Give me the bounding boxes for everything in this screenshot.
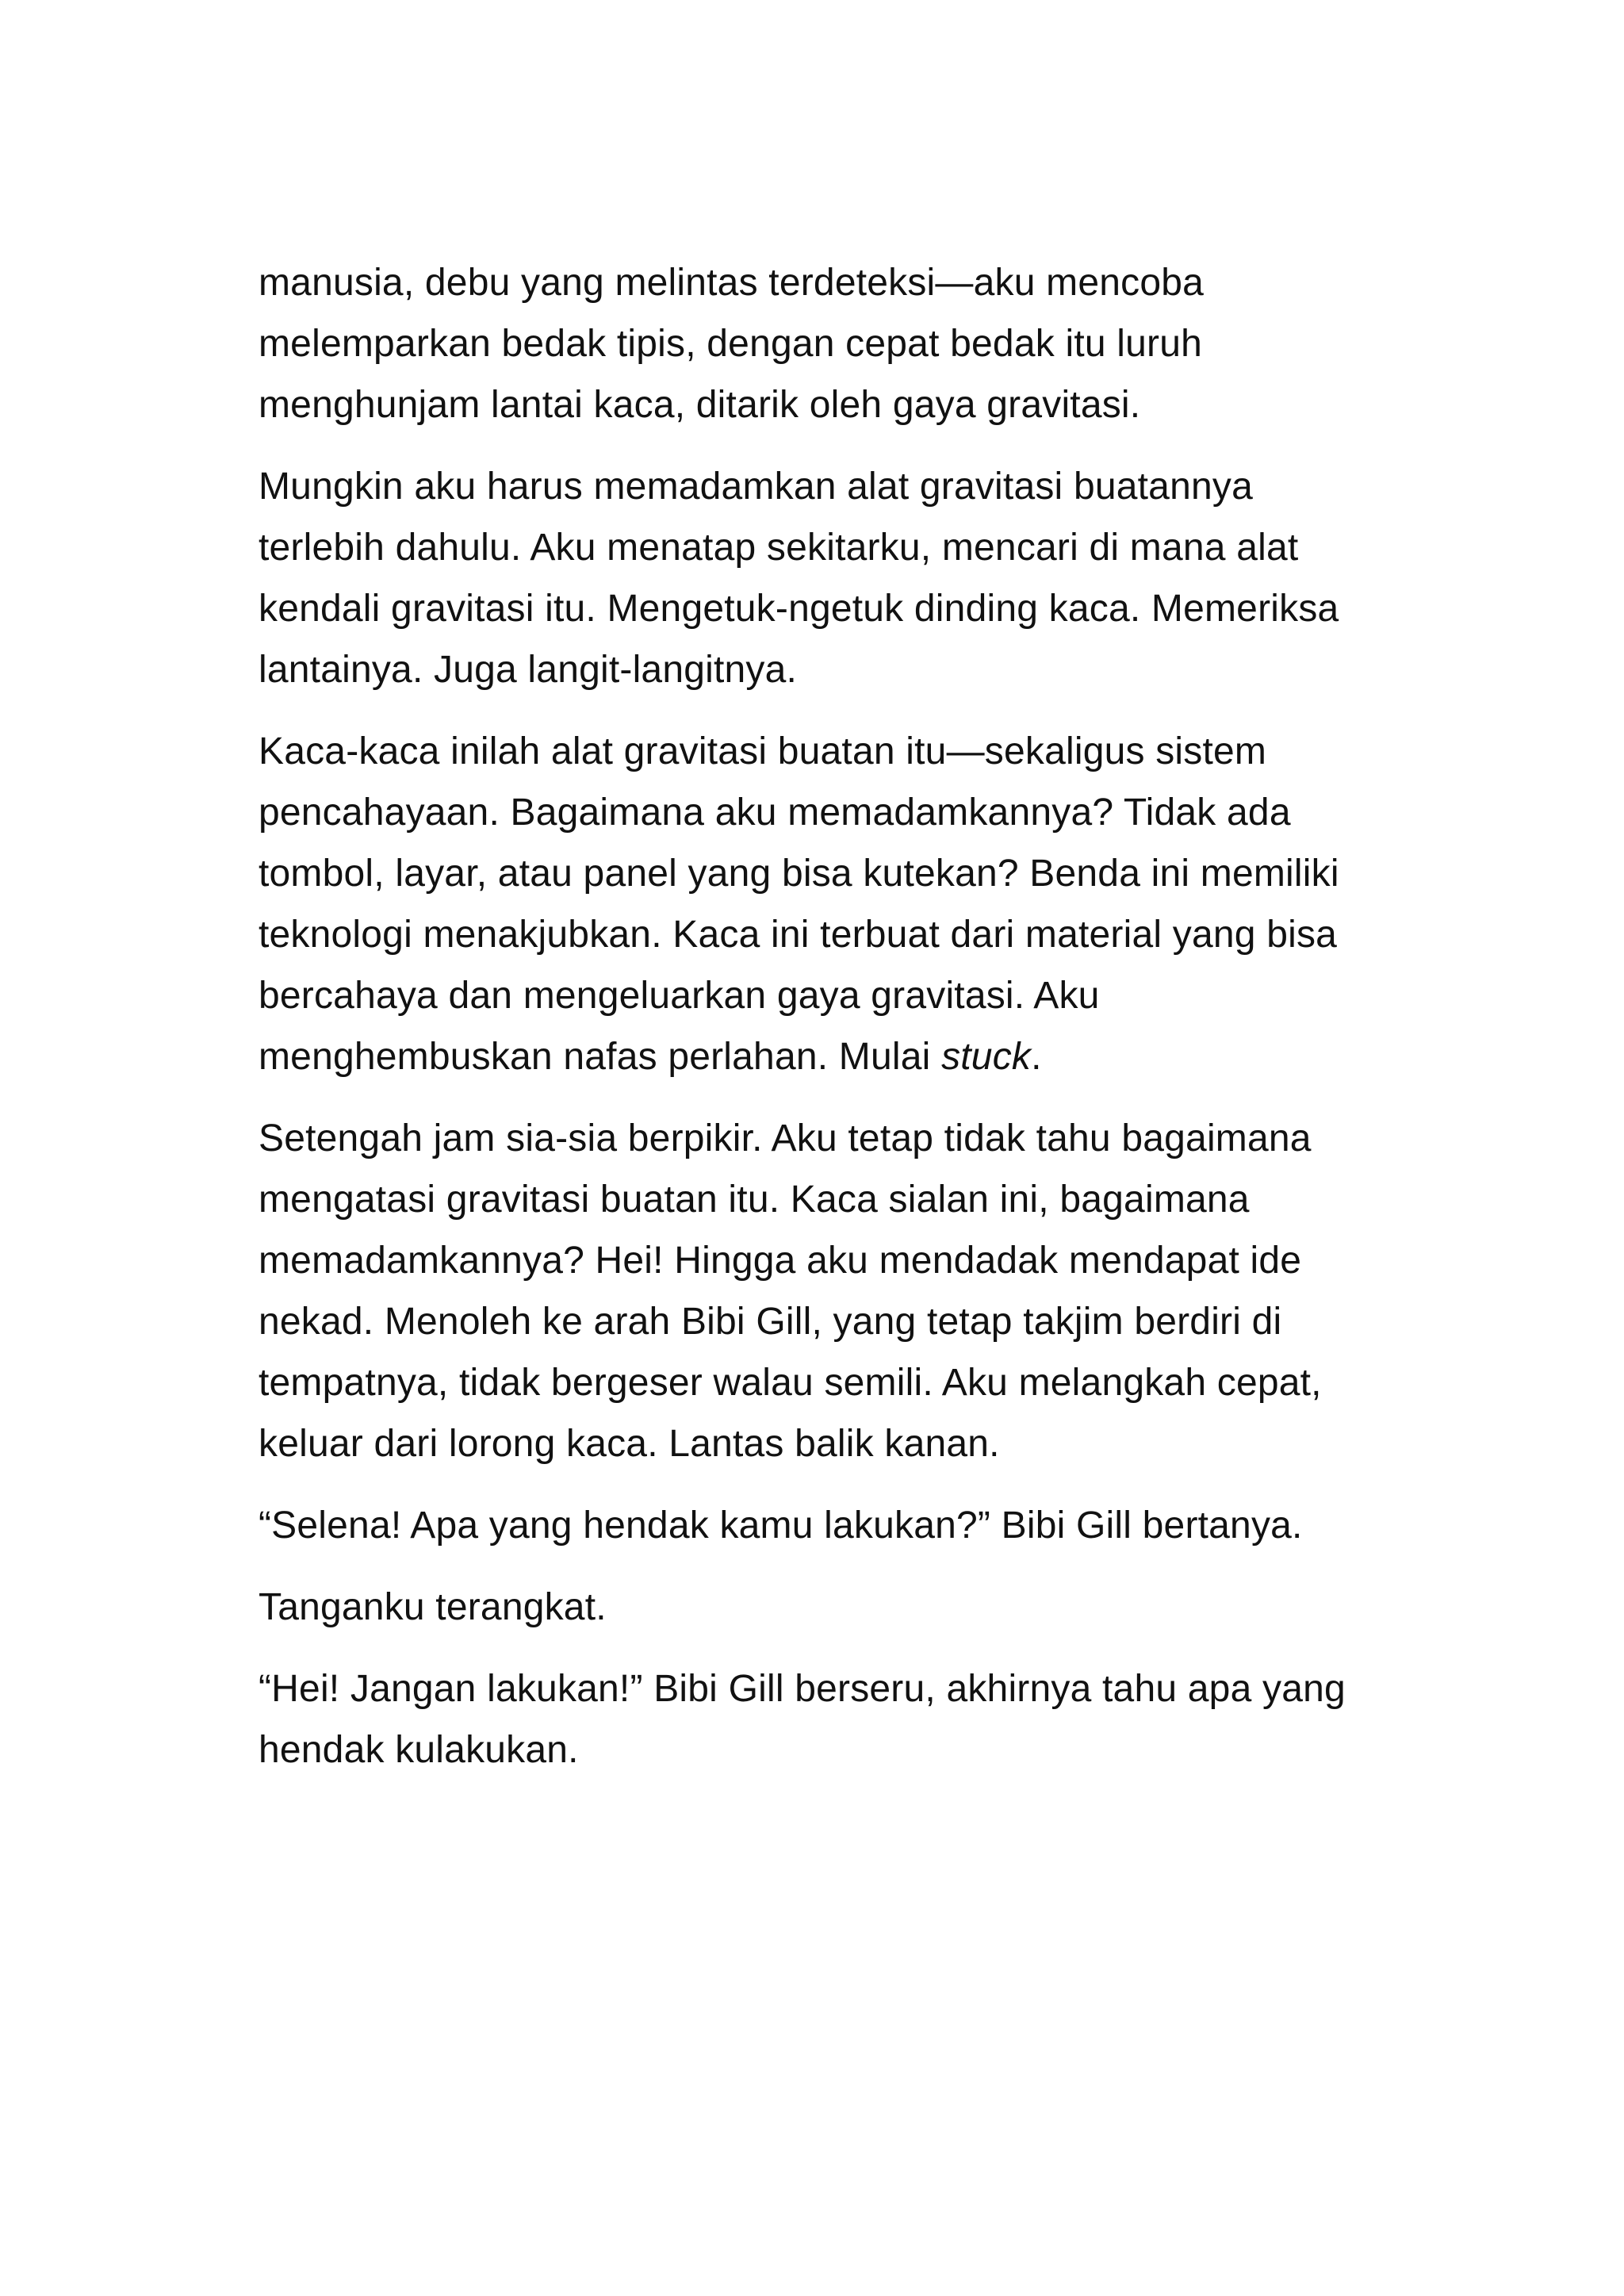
paragraph-3-italic-word: stuck <box>941 1036 1032 1078</box>
paragraph-3 <box>259 721 1385 1087</box>
paragraph-2: Mungkin aku harus memadamkan alat gravitasi buatannya terlebih dahulu. Aku menatap sekitarku, mencari di mana alat kendali gravitasi itu. Mengetuk-ngetuk dinding kaca. Memeriksa lantainya. Juga langit-langitnya. <box>259 466 1339 691</box>
paragraph-3-main: Kaca-kaca inilah alat gravitasi buatan itu—sekaligus sistem pencahayaan. Bagaimana aku memadamkannya? Tidak ada tombol, layar, atau panel yang bisa kutekan? Benda ini memiliki teknologi menakjubkan. Kaca ini terbuat dari material yang bisa bercahaya dan mengeluarkan gaya gravitasi. Aku menghembuskan nafas perlahan. Mulai <box>259 730 1339 1078</box>
paragraph-6: Tanganku terangkat. <box>259 1586 607 1628</box>
paragraph-3-end: . <box>1031 1036 1042 1078</box>
paragraph-7: “Hei! Jangan lakukan!” Bibi Gill berseru, akhirnya tahu apa yang hendak kulakukan. <box>259 1668 1346 1771</box>
paragraph-1: manusia, debu yang melintas terdeteksi—aku mencoba melemparkan bedak tipis, dengan cepat bedak itu luruh menghunjam lantai kaca, ditarik oleh gaya gravitasi. <box>259 262 1204 426</box>
paragraph-5: “Selena! Apa yang hendak kamu lakukan?” Bibi Gill bertanya. <box>259 1504 1303 1547</box>
body-text <box>259 252 1385 1780</box>
paragraph-4: Setengah jam sia-sia berpikir. Aku tetap tidak tahu bagaimana mengatasi gravitasi buatan itu. Kaca sialan ini, bagaimana memadamkannya? Hei! Hingga aku mendadak mendapat ide nekad. Menoleh ke arah Bibi Gill, yang tetap takjim berdiri di tempatnya, tidak bergeser walau semili. Aku melangkah cepat, keluar dari lorong kaca. Lantas balik kanan. <box>259 1117 1322 1465</box>
